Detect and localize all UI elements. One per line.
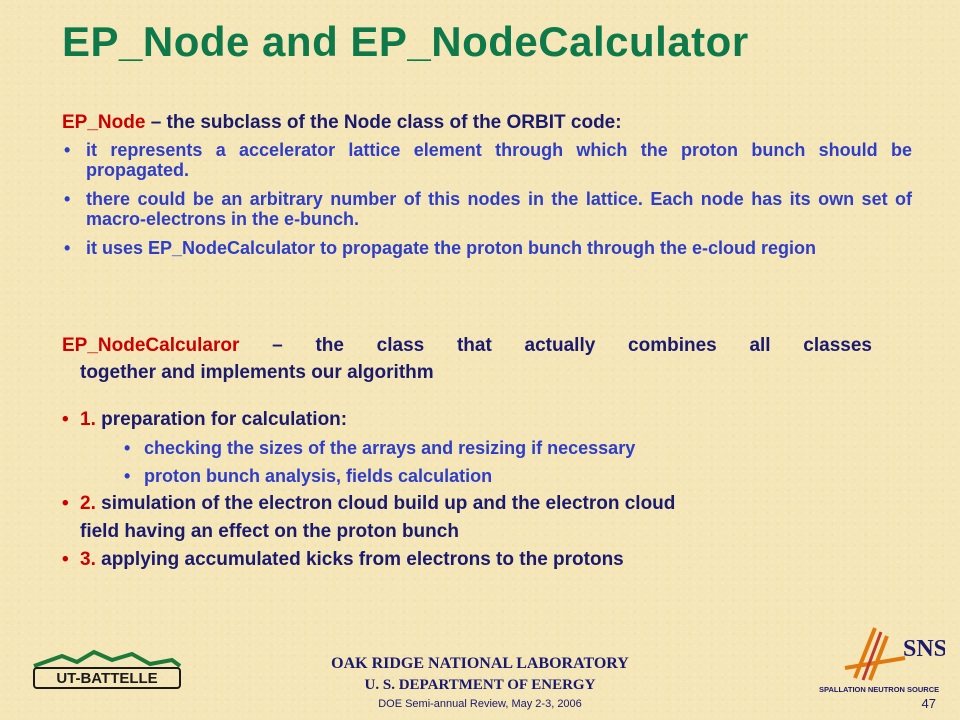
page-title: EP_Node and EP_NodeCalculator (62, 18, 749, 65)
class-name: EP_Node (62, 112, 146, 133)
heading-text-cont: together and implements our algorithm (80, 362, 434, 383)
page-number: 47 (921, 696, 936, 711)
list-item (62, 462, 872, 490)
class-name: EP_NodeCalcularor (62, 335, 240, 356)
step-text-cont: field having an effect on the proton bunch (80, 521, 459, 542)
bullet-icon: • (64, 238, 71, 258)
ut-logo-text: UT-BATTELLE (56, 670, 158, 687)
list-item-text: proton bunch analysis, fields calculation (144, 466, 493, 486)
list-item-text: checking the sizes of the arrays and resizing if necessary (144, 438, 636, 458)
step-number: 2. (80, 493, 96, 514)
sns-logo-subtext: SPALLATION NEUTRON SOURCE (819, 685, 940, 694)
review-date: DOE Semi-annual Review, May 2-3, 2006 (378, 698, 582, 710)
section-heading (62, 332, 872, 359)
bullet-icon: • (62, 409, 69, 430)
heading-text: – the subclass of the Node class of the ORBIT code: (145, 112, 622, 133)
step-2 (62, 490, 872, 518)
list-item (62, 434, 872, 462)
department-name: U. S. DEPARTMENT OF ENERGY (364, 677, 596, 693)
section-ep-node (62, 112, 912, 258)
bullet-icon: • (124, 438, 131, 458)
lab-name: OAK RIDGE NATIONAL LABORATORY (331, 655, 629, 672)
bullet-icon: • (124, 466, 131, 486)
list-item-text: it uses EP_NodeCalculator to propagate the proton bunch through the e-cloud region (86, 238, 817, 258)
sns-logo-text: SNS (903, 636, 945, 662)
bullet-icon: • (64, 140, 71, 160)
step-3 (62, 546, 872, 574)
step-number: 1. (80, 409, 96, 430)
step-text: preparation for calculation: (95, 409, 348, 430)
section-ep-nodecalculator (62, 332, 872, 574)
bullet-icon: • (62, 493, 69, 514)
step-text: applying accumulated kicks from electrons to the protons (95, 549, 624, 570)
list-item (62, 189, 912, 229)
bullet-icon: • (64, 189, 71, 209)
step-1 (62, 406, 872, 434)
step-number: 3. (80, 549, 96, 570)
step-text: simulation of the electron cloud build up and the electron cloud (95, 493, 676, 514)
list-item-text: it represents a accelerator lattice element through which the proton bunch should be propagated. (86, 140, 912, 180)
bullet-icon: • (62, 549, 69, 570)
sns-logo (815, 618, 945, 703)
heading-text: – the class that actually combines all classes (239, 335, 872, 356)
list-item-text: there could be an arbitrary number of this nodes in the lattice. Each node has its own set of macro-electrons in the e-bunch. (86, 189, 912, 229)
list-item (62, 140, 912, 180)
list-item (62, 238, 912, 258)
section-heading (62, 112, 912, 134)
